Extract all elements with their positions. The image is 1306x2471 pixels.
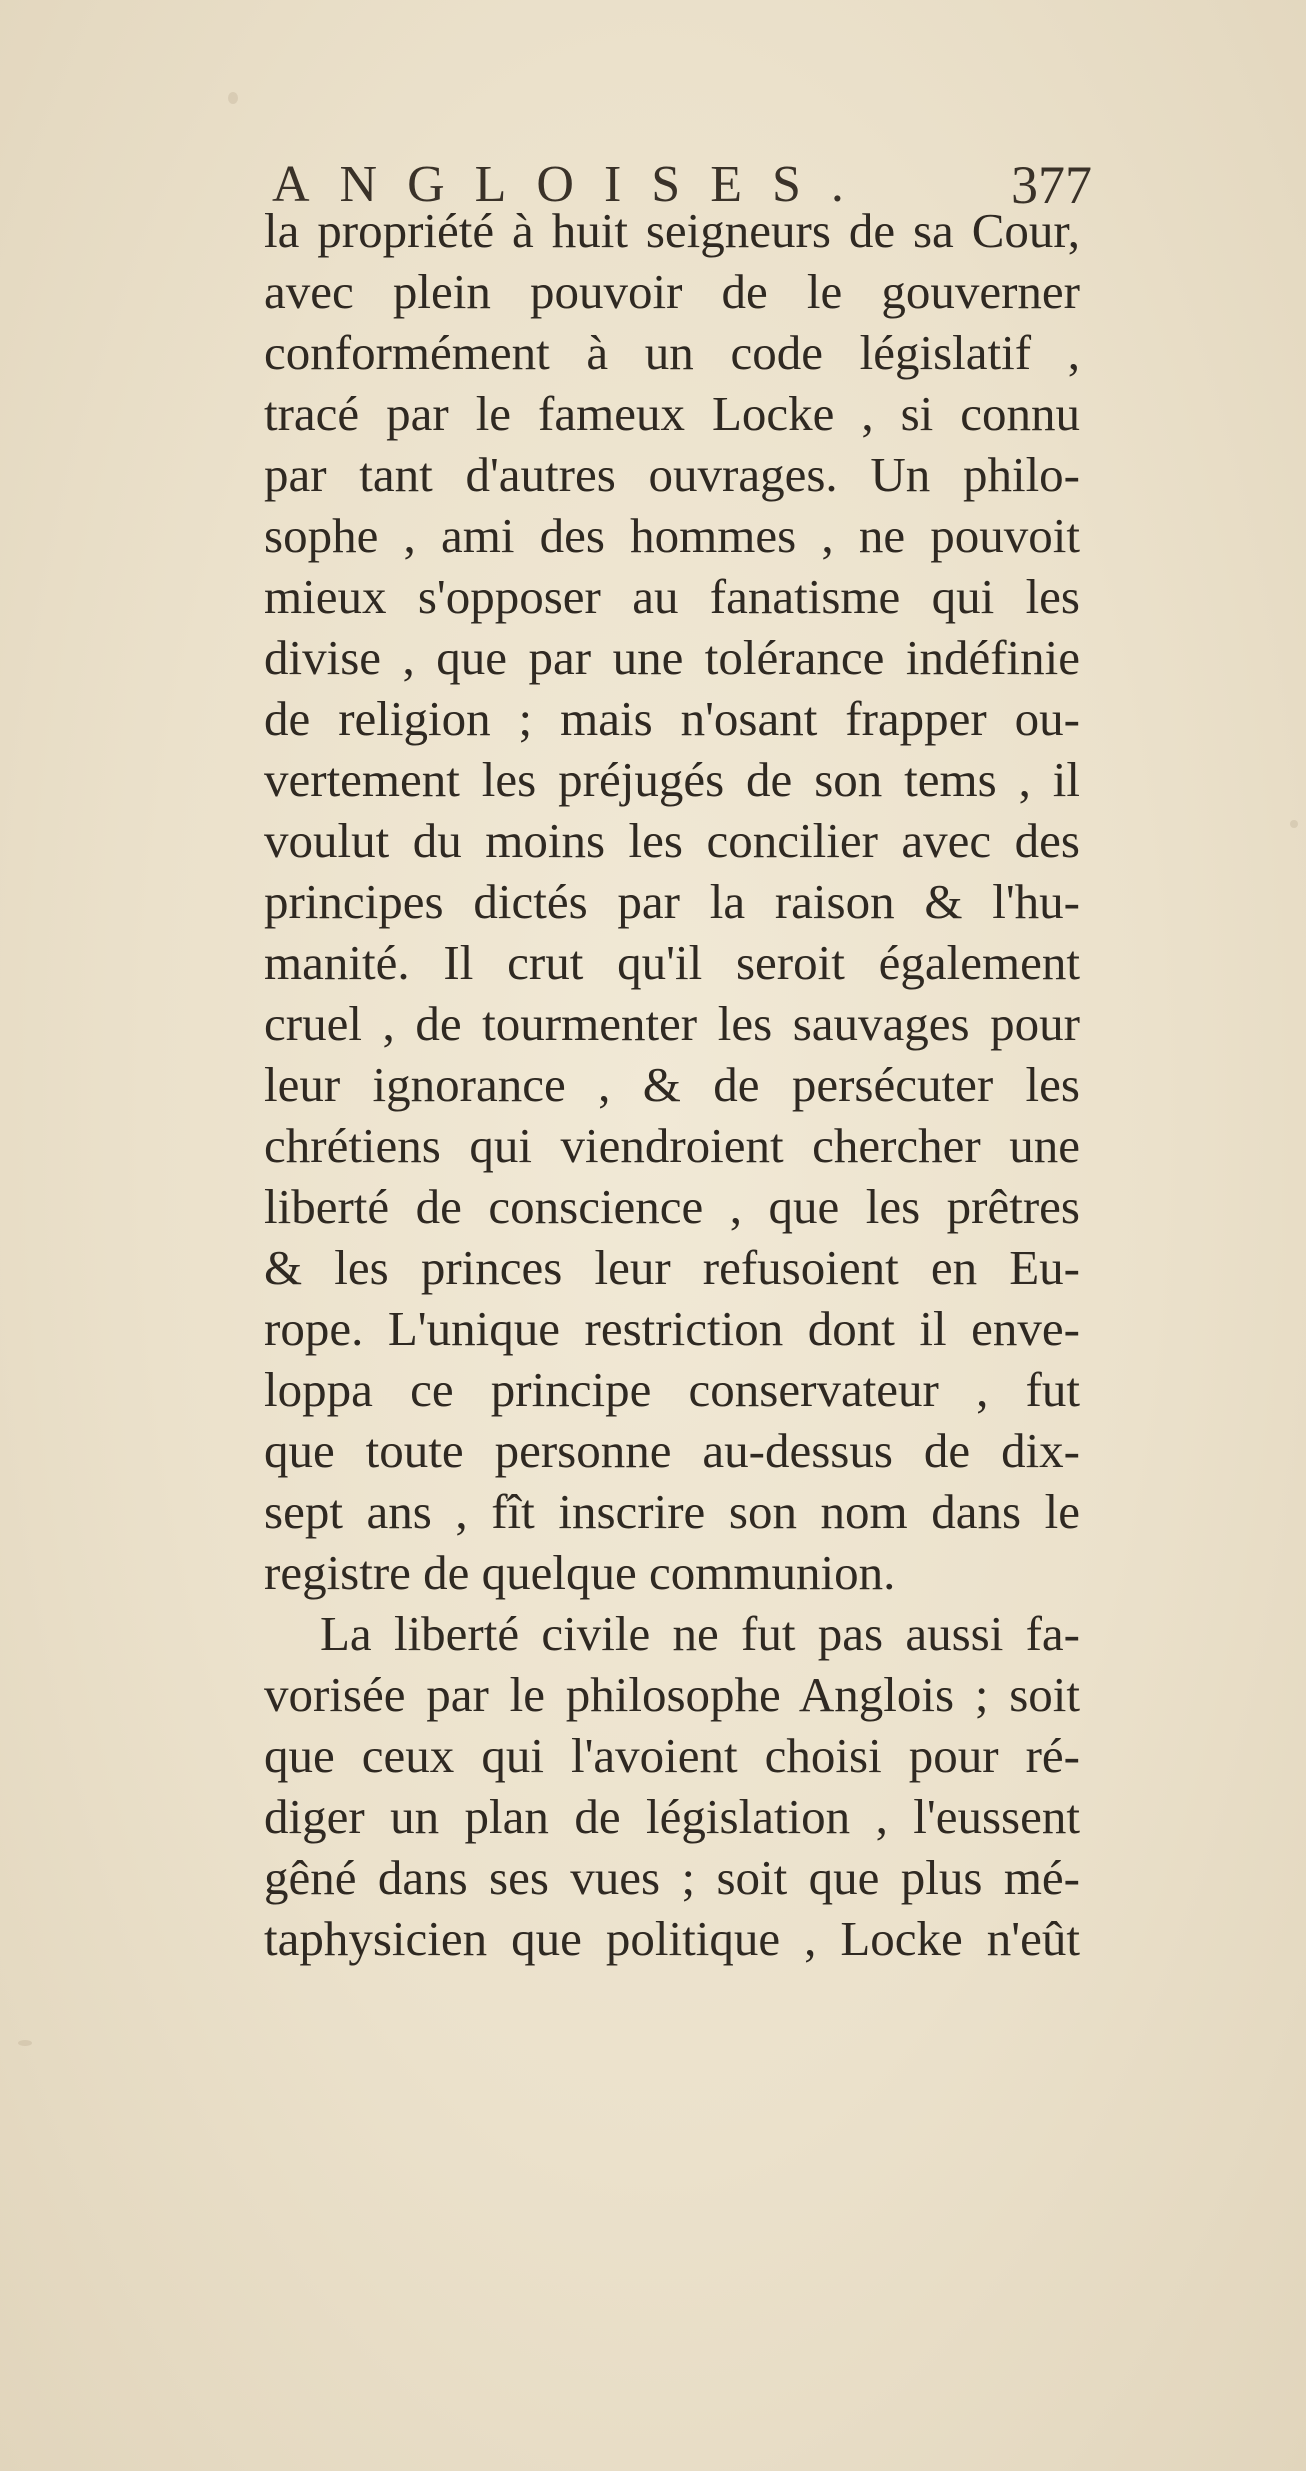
text-line: que ceux qui l'avoient choisi pour ré- [264,1728,1080,1783]
text-line: diger un plan de législation , l'eussent [264,1789,1080,1844]
text-line: par tant d'autres ouvrages. Un philo- [264,447,1080,502]
paper-stain [18,2040,32,2046]
text-line: taphysicien que politique , Locke n'eût [264,1911,1080,1966]
text-line: principes dictés par la raison & l'hu- [264,874,1080,929]
text-line: loppa ce principe conservateur , fut [264,1362,1080,1417]
text-line: vorisée par le philosophe Anglois ; soit [264,1667,1080,1722]
text-line: avec plein pouvoir de le gouverner [264,264,1080,319]
body-text [264,200,1080,1969]
text-line: registre de quelque communion. [264,1545,896,1600]
text-line: de religion ; mais n'osant frapper ou- [264,691,1080,746]
text-line: sophe , ami des hommes , ne pouvoit [264,508,1080,563]
text-line: conformément à un code législatif , [264,325,1080,380]
text-line: la propriété à huit seigneurs de sa Cour, [264,203,1080,258]
page-number: 377 [1011,155,1092,215]
text-line: vertement les préjugés de son tems , il [264,752,1080,807]
text-line: mieux s'opposer au fanatisme qui les [264,569,1080,624]
paragraph-first-line: La liberté civile ne fut pas aussi fa- [320,1606,1080,1661]
text-line: manité. Il crut qu'il seroit également [264,935,1080,990]
paper-stain [1290,820,1298,828]
paper-stain [228,92,238,104]
text-line: & les princes leur refusoient en Eu- [264,1240,1080,1295]
text-line: que toute personne au-dessus de dix- [264,1423,1080,1478]
text-line: gêné dans ses vues ; soit que plus mé- [264,1850,1080,1905]
text-line: rope. L'unique restriction dont il enve- [264,1301,1080,1356]
text-line: liberté de conscience , que les prêtres [264,1179,1080,1234]
text-line: leur ignorance , & de persécuter les [264,1057,1080,1112]
text-line: voulut du moins les concilier avec des [264,813,1080,868]
text-line: cruel , de tourmenter les sauvages pour [264,996,1080,1051]
text-line: chrétiens qui viendroient chercher une [264,1118,1080,1173]
text-line: tracé par le fameux Locke , si connu [264,386,1080,441]
running-title: ANGLOISES. [272,156,874,213]
text-line: divise , que par une tolérance indéfinie [264,630,1080,685]
text-line: sept ans , fît inscrire son nom dans le [264,1484,1080,1539]
